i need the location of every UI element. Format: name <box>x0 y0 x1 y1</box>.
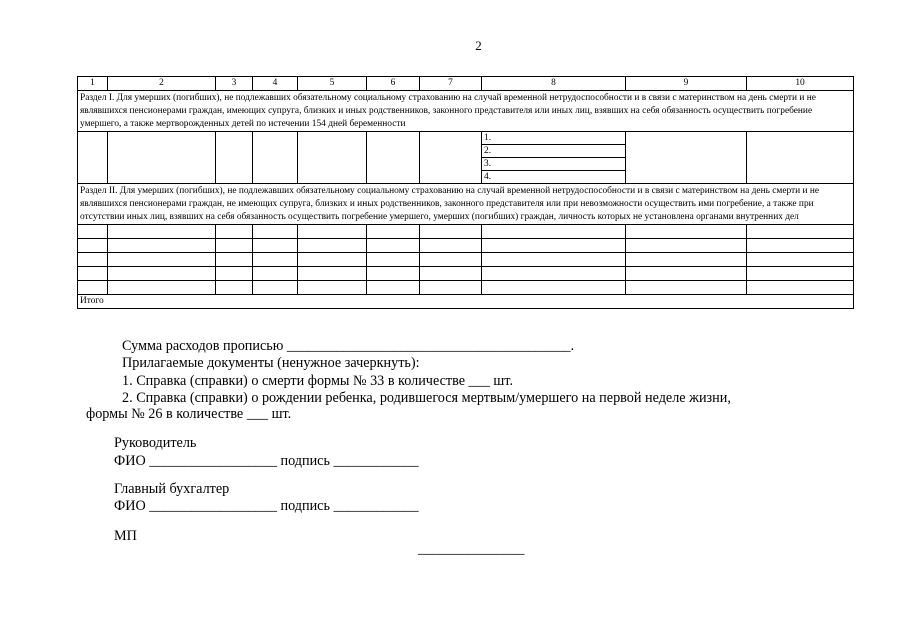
col-header: 3 <box>216 77 253 91</box>
table-row <box>78 239 854 253</box>
col-header: 9 <box>626 77 747 91</box>
table-row <box>78 225 854 239</box>
col-header: 7 <box>420 77 482 91</box>
attached-doc-2: 2. Справка (справки) о рождении ребенка, родившегося мертвым/умершего на первой неделе жизни, <box>122 390 731 406</box>
table-row <box>78 281 854 295</box>
attached-doc-2-cont: формы № 26 в количестве ___ шт. <box>86 406 292 422</box>
header-row <box>78 77 854 91</box>
stamp-label: МП <box>114 528 137 544</box>
page-number: 2 <box>475 38 482 53</box>
list-item: 3. <box>482 158 625 171</box>
accountant-signature-line: ФИО __________________ подпись ____________ <box>114 498 419 514</box>
head-signature-line: ФИО __________________ подпись ____________ <box>114 453 419 469</box>
total-label: Итого <box>78 295 854 309</box>
col-header: 1 <box>78 77 108 91</box>
list-item: 2. <box>482 145 625 158</box>
section1-items <box>482 132 626 184</box>
accountant-title: Главный бухгалтер <box>114 481 230 497</box>
list-item: 4. <box>484 172 492 182</box>
list-item: 1. <box>482 132 625 145</box>
table-row <box>78 253 854 267</box>
col-header: 4 <box>253 77 298 91</box>
table-row <box>78 267 854 281</box>
sum-in-words: Сумма расходов прописью ________________________________________. <box>122 338 575 354</box>
attached-docs-heading: Прилагаемые документы (ненужное зачеркнуть): <box>122 355 420 371</box>
col-header: 5 <box>298 77 367 91</box>
section2-heading: Раздел II. Для умерших (погибших), не подлежавших обязательному социальному страхованию на случай временной нетрудоспособности и в связи с материнством на день смерти и не являвшихся пенсионерами граждан, не имеющих супруга, близких и иных родственников, законного представителя или при невозможности осуществить ими погребение, а также при отсутствии иных лиц, взявших на себя обязанность осуществить погребение умершего, умерших (погибших) граждан, личность которых не установлена органами внутренних дел <box>78 184 854 225</box>
total-row <box>78 295 854 309</box>
col-header: 6 <box>367 77 420 91</box>
report-table <box>77 76 854 309</box>
col-header: 10 <box>747 77 854 91</box>
col-header: 2 <box>108 77 216 91</box>
bottom-line: _______________ <box>418 541 525 557</box>
head-title: Руководитель <box>114 435 197 451</box>
section2-row <box>78 184 854 225</box>
section1-row <box>78 91 854 132</box>
section1-heading: Раздел I. Для умерших (погибших), не подлежавших обязательному социальному страхованию на случай временной нетрудоспособности и в связи с материнством на день смерти и не являвшихся пенсионерами граждан, имеющих супруга, близких и иных родственников, законного представителя или иных лиц, взявших на себя обязанность осуществить погребение умершего, а также мертворожденных детей по истечении 154 дней беременности <box>78 91 854 132</box>
col-header: 8 <box>482 77 626 91</box>
attached-doc-1: 1. Справка (справки) о смерти формы № 33 в количестве ___ шт. <box>122 373 513 389</box>
section1-data-row <box>78 132 854 184</box>
